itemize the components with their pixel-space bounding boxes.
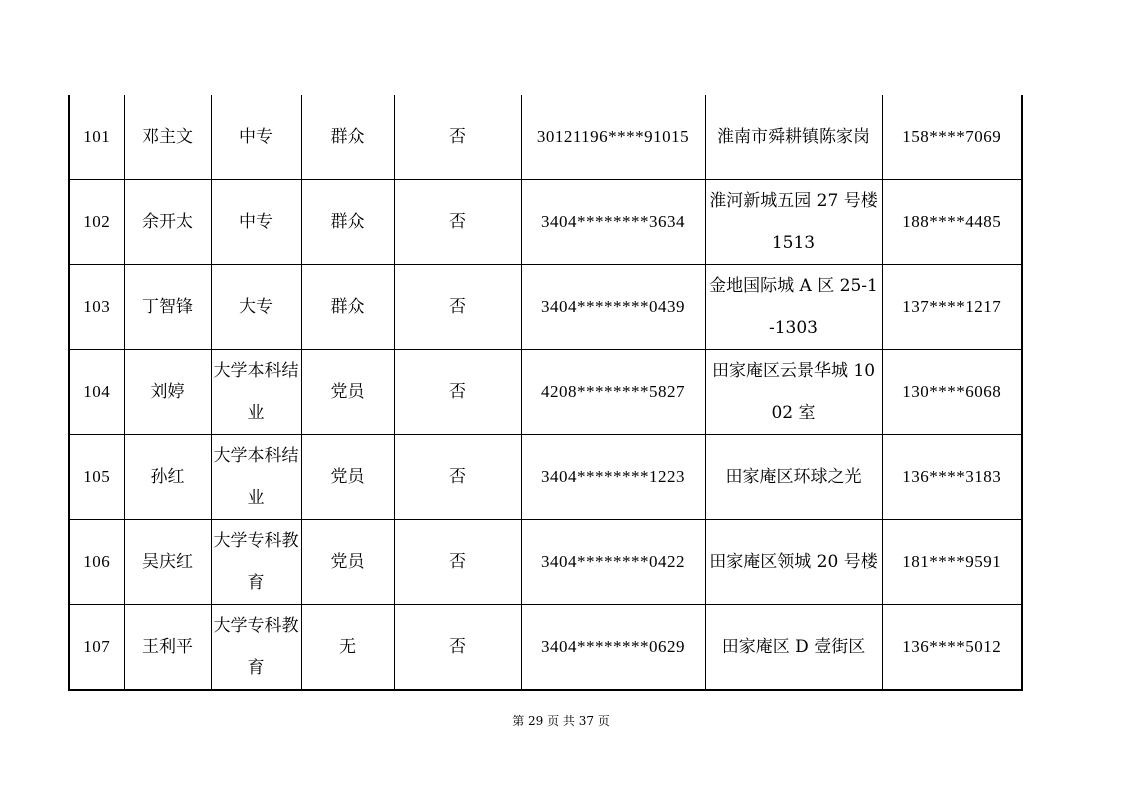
id-number-cell: 4208********5827 [521,349,705,434]
id-number-cell: 3404********1223 [521,434,705,519]
political-status-cell: 群众 [301,264,394,349]
flag-cell: 否 [394,519,521,604]
political-status-cell: 群众 [301,179,394,264]
row-number-cell: 106 [69,519,124,604]
table-row [69,264,1022,349]
table-row [69,349,1022,434]
address-cell: 金地国际城 A 区 25-1-1303 [705,264,882,349]
name-cell: 王利平 [124,604,211,690]
address-cell: 田家庵区云景华城 1002 室 [705,349,882,434]
page-number-footer: 第 29 页 共 37 页 [512,714,610,728]
education-cell: 大专 [211,264,301,349]
name-cell: 余开太 [124,179,211,264]
address-cell: 淮河新城五园 27 号楼 1513 [705,179,882,264]
row-number-cell: 107 [69,604,124,690]
education-cell: 中专 [211,179,301,264]
education-cell: 大学本科结业 [211,434,301,519]
flag-cell: 否 [394,264,521,349]
political-status-cell: 无 [301,604,394,690]
name-cell: 刘婷 [124,349,211,434]
row-number-cell: 101 [69,95,124,179]
phone-cell: 188****4485 [882,179,1022,264]
political-status-cell: 党员 [301,519,394,604]
id-number-cell: 3404********0629 [521,604,705,690]
address-cell: 田家庵区环球之光 [705,434,882,519]
table-row [69,519,1022,604]
name-cell: 丁智锋 [124,264,211,349]
record-table [68,95,1023,691]
political-status-cell: 群众 [301,95,394,179]
name-cell: 邓主文 [124,95,211,179]
row-number-cell: 104 [69,349,124,434]
name-cell: 孙红 [124,434,211,519]
table-row [69,434,1022,519]
political-status-cell: 党员 [301,434,394,519]
flag-cell: 否 [394,95,521,179]
flag-cell: 否 [394,349,521,434]
row-number-cell: 102 [69,179,124,264]
id-number-cell: 30121196****91015 [521,95,705,179]
flag-cell: 否 [394,604,521,690]
phone-cell: 158****7069 [882,95,1022,179]
id-number-cell: 3404********0439 [521,264,705,349]
table-row [69,95,1022,179]
education-cell: 大学本科结业 [211,349,301,434]
flag-cell: 否 [394,434,521,519]
address-cell: 淮南市舜耕镇陈家岗 [705,95,882,179]
row-number-cell: 103 [69,264,124,349]
table-row [69,179,1022,264]
phone-cell: 136****3183 [882,434,1022,519]
education-cell: 大学专科教育 [211,519,301,604]
id-number-cell: 3404********3634 [521,179,705,264]
id-number-cell: 3404********0422 [521,519,705,604]
row-number-cell: 105 [69,434,124,519]
phone-cell: 181****9591 [882,519,1022,604]
name-cell: 吴庆红 [124,519,211,604]
phone-cell: 130****6068 [882,349,1022,434]
address-cell: 田家庵区 D 壹街区 [705,604,882,690]
table-row [69,604,1022,690]
flag-cell: 否 [394,179,521,264]
education-cell: 中专 [211,95,301,179]
table-body [69,95,1022,690]
phone-cell: 137****1217 [882,264,1022,349]
education-cell: 大学专科教育 [211,604,301,690]
political-status-cell: 党员 [301,349,394,434]
phone-cell: 136****5012 [882,604,1022,690]
address-cell: 田家庵区领城 20 号楼 [705,519,882,604]
